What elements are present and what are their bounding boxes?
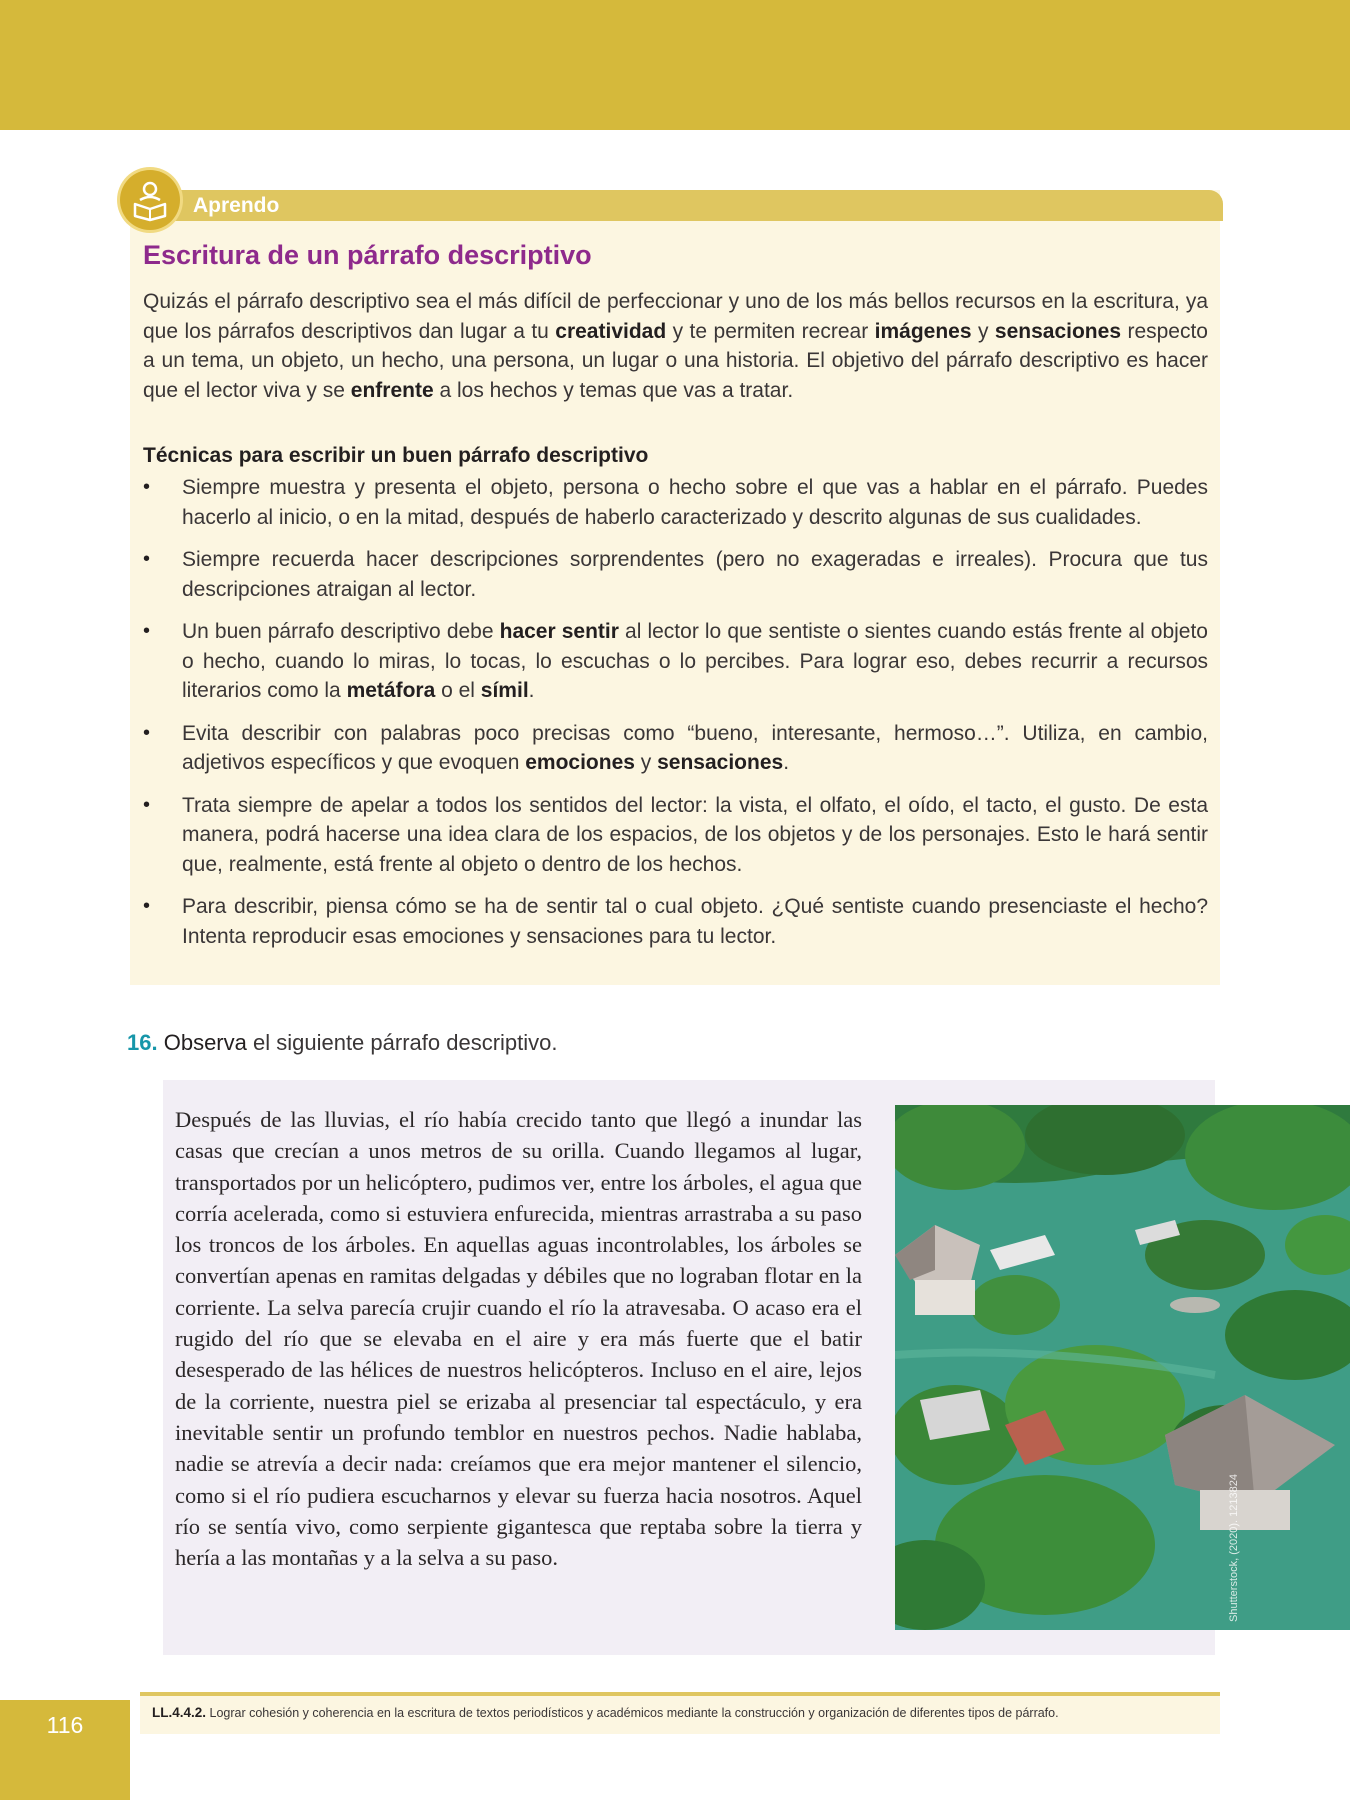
curriculum-standard: LL.4.4.2. Lograr cohesión y coherencia en la escritura de textos periodísticos y académicos mediante la construcción y organización de diferentes tipos de párrafo. xyxy=(152,1705,1059,1720)
reading-person-icon xyxy=(120,170,180,230)
top-color-band xyxy=(0,0,1350,130)
list-item: • Siempre recuerda hacer descripciones sorprendentes (pero no exageradas e irreales). Procura que tus descripciones atraigan al lector. xyxy=(143,545,1208,604)
activity-instruction: 16. Observa el siguiente párrafo descriptivo. xyxy=(127,1030,558,1055)
list-item: • Evita describir con palabras poco precisas como “bueno, interesante, hermoso…”. Utiliza, en cambio, adjetivos específicos y que evoquen emociones y sensaciones. xyxy=(143,719,1208,778)
list-item: • Siempre muestra y presenta el objeto, persona o hecho sobre el que vas a hablar en el párrafo. Puedes hacerlo al inicio, o en la mitad, después de haberlo caracterizado y descrito algunas de sus cualidades. xyxy=(143,473,1208,532)
bullet-icon: • xyxy=(143,721,151,744)
descriptive-paragraph: Después de las lluvias, el río había crecido tanto que llegó a inundar las casas que crecían a unos metros de su orilla. Cuando llegamos al lugar, transportados por un helicóptero, pudimos ver, entre los árboles, el agua que corría acelerada, como si estuviera enfurecida, mientras arrastraba a su paso los troncos de los árboles. En aquellas aguas incontrolables, los árboles se convertían apenas en ramitas delgadas y débiles que no lograban flotar en la corriente. La selva parecía crujir cuando el río la atravesaba. O acaso era el rugido del río que se elevaba en el aire y era más fuerte que el batir desesperado de las hélices de nuestros helicópteros. Incluso en el aire, lejos de la corriente, nuestra piel se erizaba al presenciar tal espectáculo, y era inevitable sentir un profundo temblor en nuestros pechos. Nadie hablaba, nadie se atrevía a decir nada: creíamos que era mejor mantener el silencio, como si el río pudiera escucharnos y elevar su fuerza hacia nosotros. Aquel río se sentía vivo, como serpiente gigantesca que reptaba sobre la tierra y hería a las montañas y a la selva a su paso. xyxy=(175,1107,862,1571)
photo-credit: Shutterstock, (2020). 1213824 xyxy=(1228,1474,1240,1622)
bullet-icon: • xyxy=(143,548,151,570)
intro-paragraph: Quizás el párrafo descriptivo sea el más difícil de perfeccionar y uno de los más bellos recursos en la escritura, ya que los párrafos descriptivos dan lugar a tu creatividad y te permiten recrear imágenes y sensaciones respecto a un tema, un objeto, un hecho, una persona, un lugar o una historia. El objetivo del párrafo descriptivo es hacer que el lector viva y se enfrente a los hechos y temas que vas a tratar. xyxy=(143,290,1208,402)
bullet-icon: • xyxy=(143,620,151,642)
bullet-icon: • xyxy=(143,476,151,498)
techniques-list xyxy=(143,473,1208,964)
bullet-icon: • xyxy=(143,895,151,917)
activity-number: 16. xyxy=(127,1030,158,1055)
page-number: 116 xyxy=(46,1712,84,1738)
list-item: • Un buen párrafo descriptivo debe hacer sentir al lector lo que sentiste o sientes cuando estás frente al objeto o hecho, cuando lo miras, lo tocas, lo escuchas o lo percibes. Para lograr eso, debes recurrir a recursos literarios como la metáfora o el símil. xyxy=(143,617,1208,706)
bullet-icon: • xyxy=(143,793,151,816)
techniques-title: Técnicas para escribir un buen párrafo descriptivo xyxy=(143,444,649,467)
section-title: Escritura de un párrafo descriptivo xyxy=(143,240,592,270)
flood-photo xyxy=(895,1105,1350,1630)
standard-code: LL.4.4.2. xyxy=(152,1705,207,1720)
aprendo-header-bar xyxy=(130,190,1223,221)
aprendo-label: Aprendo xyxy=(193,194,280,217)
list-item: • Trata siempre de apelar a todos los sentidos del lector: la vista, el olfato, el oído, el tacto, el gusto. De esta manera, podrá hacerse una idea clara de los espacios, de los objetos y de los personajes. Esto le hará sentir que, realmente, está frente al objeto o dentro de los hechos. xyxy=(143,791,1208,880)
list-item: • Para describir, piensa cómo se ha de sentir tal o cual objeto. ¿Qué sentiste cuando presenciaste el hecho? Intenta reproducir esas emociones y sensaciones para tu lector. xyxy=(143,892,1208,951)
